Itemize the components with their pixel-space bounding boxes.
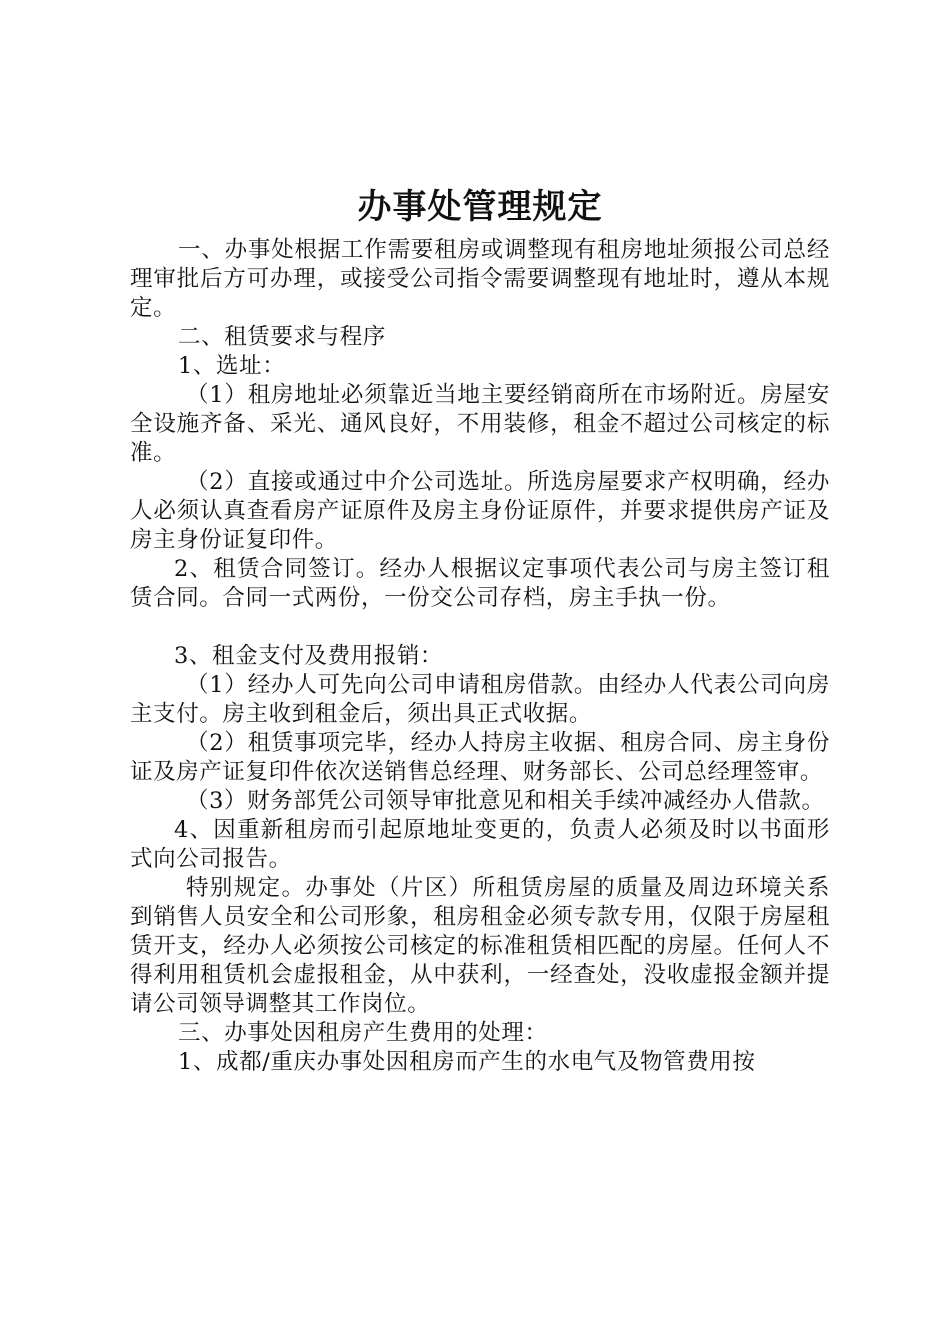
paragraph-7: 3、租金支付及费用报销： bbox=[174, 643, 444, 669]
paragraph-5: （2）直接或通过中介公司选址。所选房屋要求产权明确，经办人必须认真查看房产证原件及房主身份证原件，并要求提供房产证及房主身份证复印件。 bbox=[130, 469, 830, 553]
paragraph-11: 4、因重新租房而引起原地址变更的，负责人必须及时以书面形式向公司报告。 bbox=[130, 817, 830, 872]
paragraph-4: （1）租房地址必须靠近当地主要经销商所在市场附近。房屋安全设施齐备、采光、通风良好，不用装修，租金不超过公司核定的标准。 bbox=[130, 382, 830, 466]
paragraph-1: 一、办事处根据工作需要租房或调整现有租房地址须报公司总经理审批后方可办理，或接受公司指令需要调整现有地址时，遵从本规定。 bbox=[130, 237, 830, 321]
paragraph-9: （2）租赁事项完毕，经办人持房主收据、租房合同、房主身份证及房产证复印件依次送销售总经理、财务部长、公司总经理签审。 bbox=[130, 730, 830, 785]
paragraph-3: 1、选址： bbox=[178, 353, 286, 379]
paragraph-10: （3）财务部凭公司领导审批意见和相关手续冲减经办人借款。 bbox=[186, 788, 825, 814]
paragraph-2: 二、租赁要求与程序 bbox=[178, 324, 386, 350]
paragraph-12: 特别规定。办事处（片区）所租赁房屋的质量及周边环境关系到销售人员安全和公司形象，租房租金必须专款专用，仅限于房屋租赁开支，经办人必须按公司核定的标准租赁相匹配的房屋。任何人不得利用租赁机会虚报租金，从中获利，一经查处，没收虚报金额并提请公司领导调整其工作岗位。 bbox=[130, 875, 830, 1017]
document-title: 办事处管理规定 bbox=[357, 187, 603, 227]
paragraph-14: 1、成都/重庆办事处因租房而产生的水电气及物管费用按 bbox=[178, 1049, 756, 1075]
document-page bbox=[130, 182, 830, 1077]
paragraph-8: （1）经办人可先向公司申请租房借款。由经办人代表公司向房主支付。房主收到租金后，须出具正式收据。 bbox=[130, 672, 830, 727]
paragraph-13: 三、办事处因租房产生费用的处理： bbox=[178, 1020, 548, 1046]
paragraph-6: 2、租赁合同签订。经办人根据议定事项代表公司与房主签订租赁合同。合同一式两份，一份交公司存档，房主手执一份。 bbox=[130, 556, 830, 611]
